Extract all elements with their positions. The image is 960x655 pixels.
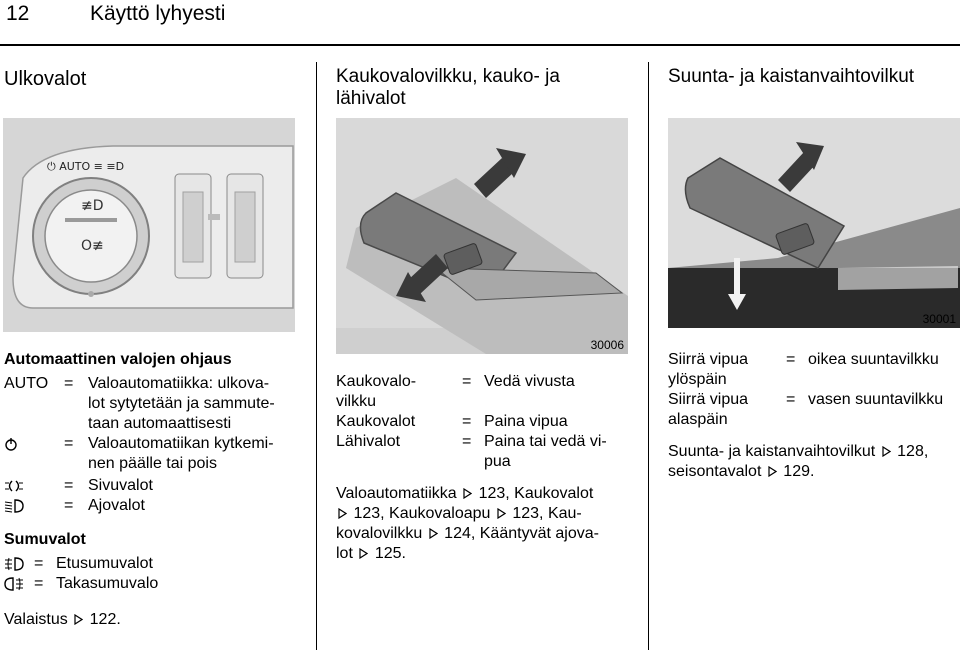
svg-text:⏻ AUTO ≡ ≡D: ⏻ AUTO ≡ ≡D	[47, 160, 125, 173]
row-value: Paina vipua	[484, 413, 568, 430]
page-reference-icon	[497, 508, 506, 519]
turn-signal-lever-illustration	[668, 118, 960, 328]
front-fog-label: Etusumuvalot	[56, 555, 153, 572]
eq-sign: =	[462, 433, 472, 450]
eq-sign: =	[462, 413, 472, 430]
reference-page[interactable]: 123, Kaukovaloapu	[353, 505, 491, 522]
figure-number: 30001	[922, 312, 956, 326]
reference-text: Suunta- ja kaistanvaihtovilkut	[668, 443, 876, 460]
reference-text: seisontavalot	[668, 463, 762, 480]
fog-lights-heading: Sumuvalot	[4, 531, 86, 548]
side-lights-label: Sivuvalot	[88, 477, 153, 494]
reference-line	[336, 484, 593, 504]
reference-page[interactable]: 123, Kaukovalot	[478, 485, 594, 502]
reference-line	[668, 442, 928, 462]
power-icon	[4, 436, 24, 456]
auto-switch-description-line: nen päälle tai pois	[88, 455, 217, 472]
reference-line	[336, 504, 582, 524]
row-value: oikea suuntavilkku	[808, 351, 939, 368]
row-value: vasen suuntavilkku	[808, 391, 944, 408]
row-label-line: ylöspäin	[668, 371, 727, 388]
front-fog-icon	[4, 556, 24, 576]
row-label: Kaukovalo-	[336, 373, 417, 390]
reference-text: lot	[336, 545, 353, 562]
eq-sign: =	[786, 351, 796, 368]
chapter-title: Käyttö lyhyesti	[90, 2, 226, 25]
header-rule	[0, 44, 960, 46]
column-divider-1	[316, 62, 317, 650]
low-beam-icon	[4, 498, 24, 518]
auto-switch-description: Valoautomatiikan kytkemi-	[88, 435, 274, 452]
column-divider-2	[648, 62, 649, 650]
page-reference-icon	[882, 446, 891, 457]
auto-symbol: AUTO	[4, 375, 49, 392]
lighting-reference	[4, 610, 121, 630]
auto-description: Valoautomatiikka: ulkova-	[88, 375, 270, 392]
high-beam-lever-figure	[336, 118, 628, 354]
section-title-high-beam: Kaukovalovilkku, kauko- ja	[336, 66, 560, 87]
side-lights-icon	[4, 478, 24, 498]
auto-description-line: taan automaattisesti	[88, 415, 232, 432]
light-switch-figure	[3, 118, 295, 332]
reference-text: Valoautomatiikka	[336, 485, 457, 502]
auto-description-line: lot sytytetään ja sammute-	[88, 395, 275, 412]
page-reference-icon	[463, 488, 472, 499]
row-label: Siirrä vipua	[668, 391, 749, 408]
row-value: Vedä vivusta	[484, 373, 575, 390]
page-reference-icon	[429, 528, 438, 539]
figure-number: 30006	[590, 338, 624, 352]
row-value: Paina tai vedä vi-	[484, 433, 607, 450]
eq-sign: =	[34, 555, 44, 572]
rear-fog-label: Takasumuvalo	[56, 575, 159, 592]
reference-text: kovalovilkku	[336, 525, 423, 542]
row-label: Lähivalot	[336, 433, 401, 450]
page-reference-icon	[338, 508, 347, 519]
section-title-exterior-lights: Ulkovalot	[4, 68, 87, 90]
turn-signal-lever-figure	[668, 118, 960, 328]
auto-lights-heading: Automaattinen valojen ohjaus	[4, 351, 232, 368]
reference-page[interactable]: 128,	[897, 443, 929, 460]
row-label: Kaukovalot	[336, 413, 416, 430]
reference-page[interactable]: 124, Kääntyvät ajova-	[444, 525, 599, 542]
row-label-line: alaspäin	[668, 411, 728, 428]
lighting-reference-text: Valaistus	[4, 611, 68, 628]
reference-line	[668, 462, 814, 482]
eq-sign: =	[64, 375, 74, 392]
reference-page[interactable]: 123, Kau-	[512, 505, 582, 522]
eq-sign: =	[64, 477, 74, 494]
low-beam-label: Ajovalot	[88, 497, 145, 514]
high-beam-lever-illustration	[336, 118, 628, 354]
eq-sign: =	[786, 391, 796, 408]
light-switch-illustration	[3, 118, 295, 332]
page-reference-icon	[768, 466, 777, 477]
svg-text:O≢: O≢	[81, 238, 104, 254]
section-title-high-beam-line-2: lähivalot	[336, 88, 406, 109]
page-number: 12	[6, 2, 30, 25]
eq-sign: =	[64, 497, 74, 514]
rear-fog-icon	[4, 576, 24, 596]
page-reference-icon	[359, 548, 368, 559]
reference-line	[336, 524, 599, 544]
reference-line	[336, 544, 406, 564]
lighting-reference-page[interactable]: 122.	[89, 611, 121, 628]
row-label: Siirrä vipua	[668, 351, 749, 368]
row-value-line: pua	[484, 453, 511, 470]
eq-sign: =	[462, 373, 472, 390]
section-title-turn-signals: Suunta- ja kaistanvaihtovilkut	[668, 66, 915, 87]
svg-text:≢D: ≢D	[81, 198, 104, 214]
eq-sign: =	[34, 575, 44, 592]
row-label-line: vilkku	[336, 393, 377, 410]
page-reference-icon	[74, 614, 83, 625]
reference-page[interactable]: 125.	[374, 545, 406, 562]
eq-sign: =	[64, 435, 74, 452]
reference-page[interactable]: 129.	[783, 463, 815, 480]
